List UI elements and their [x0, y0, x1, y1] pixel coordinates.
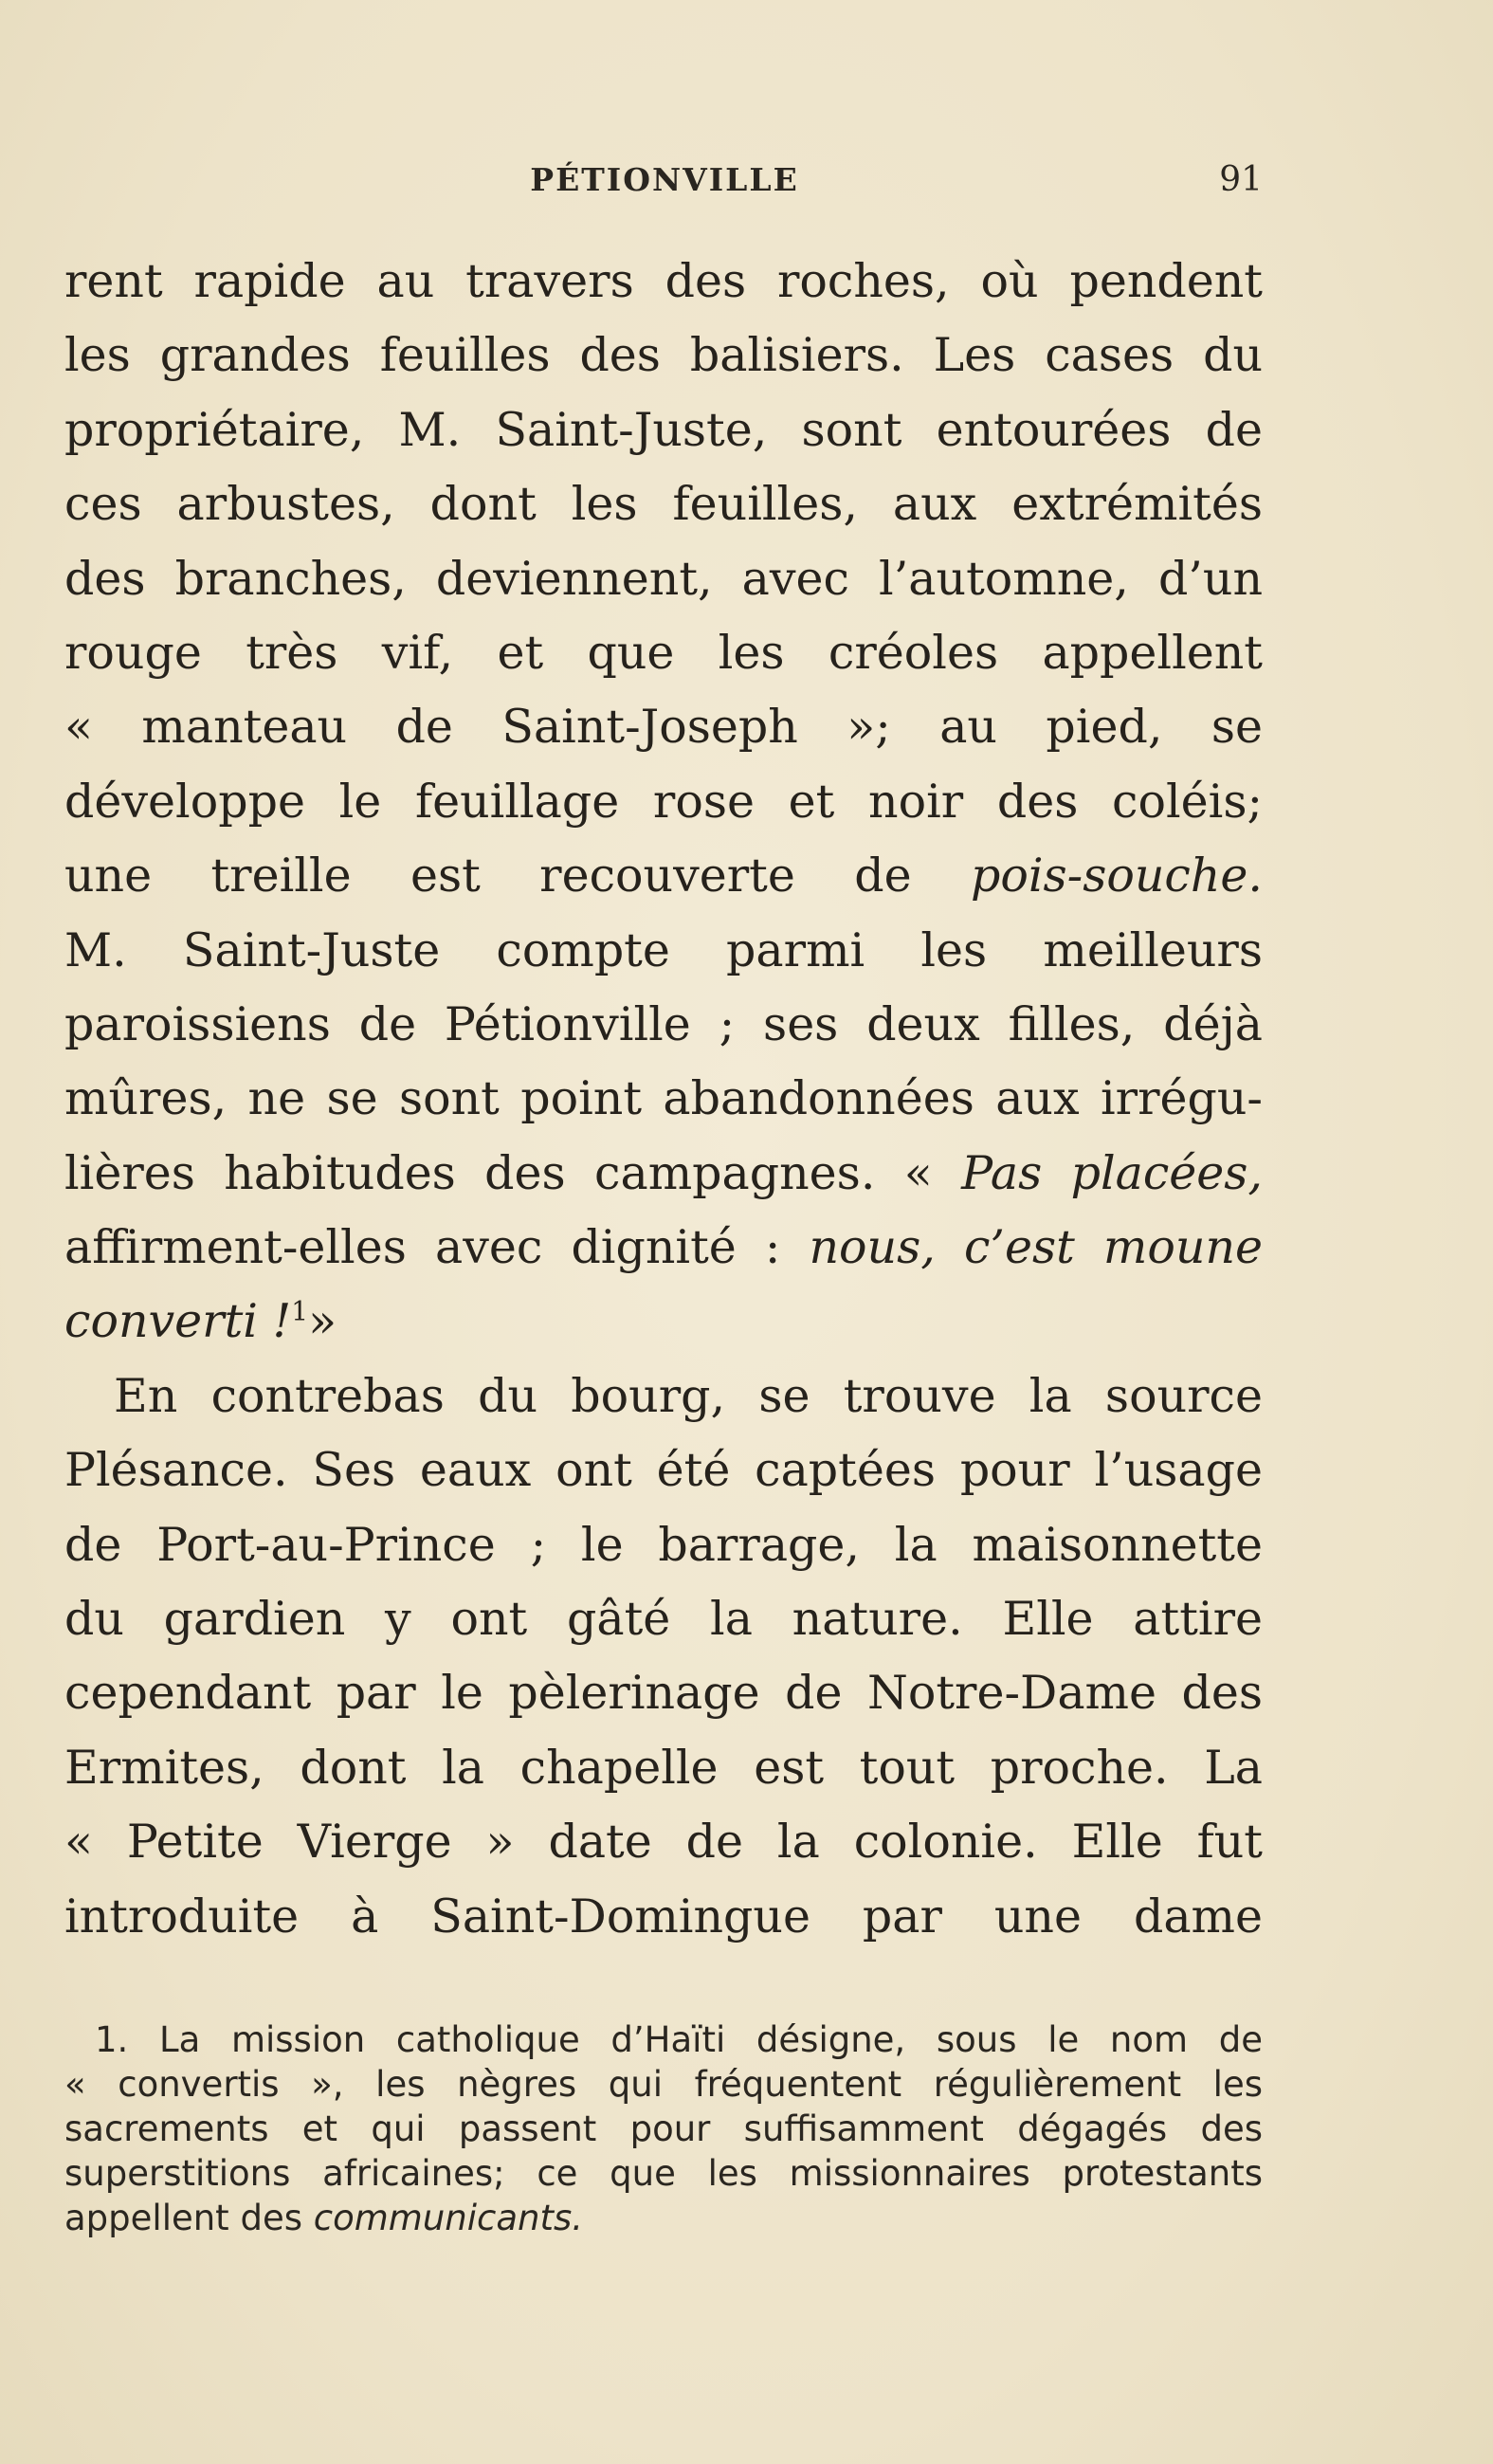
text-line: rent rapide au travers des roches, où pendent: [64, 254, 1263, 308]
text-line: de Port-au-Prince ; le barrage, la maisonnette: [64, 1517, 1263, 1572]
text-line: [64, 839, 1263, 913]
page-header: [66, 156, 1263, 204]
footnote-line: 1. La mission catholique d’Haïti désigne, sous le nom de: [95, 2019, 1263, 2060]
text-segment: lières habitudes des campagnes. «: [64, 1145, 962, 1200]
text-line: paroissiens de Pétionville ; ses deux filles, déjà: [64, 996, 1263, 1051]
footnote-line: superstitions africaines; ce que les missionnaires protestants: [64, 2153, 1263, 2194]
italic-quote: Pas placées,: [961, 1145, 1263, 1200]
text-line: Plésance. Ses eaux ont été captées pour l’usage: [64, 1443, 1263, 1498]
text-segment: »: [308, 1294, 337, 1349]
text-line: cependant par le pèlerinage de Notre-Dame des: [64, 1666, 1263, 1721]
text-line: En contrebas du bourg, se trouve la source: [114, 1368, 1263, 1423]
footnote: [64, 2017, 1263, 2240]
running-title: PÉTIONVILLE: [530, 161, 799, 198]
text-line: « manteau de Saint-Joseph »; au pied, se: [64, 700, 1263, 755]
text-line: mûres, ne se sont point abandonnées aux irrégu-: [64, 1071, 1263, 1126]
text-line: Ermites, dont la chapelle est tout proche. La: [64, 1740, 1263, 1795]
page-number: 91: [1219, 160, 1263, 199]
body-text: [64, 245, 1263, 1954]
text-line: M. Saint-Juste compte parmi les meilleurs: [64, 922, 1263, 977]
text-line: [64, 1285, 1263, 1359]
text-line: les grandes feuilles des balisiers. Les cases du: [64, 328, 1263, 383]
text-line: développe le feuillage rose et noir des coléis;: [64, 774, 1263, 829]
text-line: rouge très vif, et que les créoles appellent: [64, 625, 1263, 680]
text-line: du gardien y ont gâté la nature. Elle attire: [64, 1592, 1263, 1647]
text-line: introduite à Saint-Domingue par une dame: [64, 1889, 1263, 1944]
text-segment: appellent des: [64, 2198, 314, 2238]
italic-quote: converti !: [64, 1294, 292, 1349]
text-line: [64, 1211, 1263, 1285]
text-line: des branches, deviennent, avec l’automne, d’un: [64, 551, 1263, 606]
footnote-line: [64, 2196, 1263, 2240]
text-line: « Petite Vierge » date de la colonie. Elle fut: [64, 1815, 1263, 1870]
italic-term: pois-souche.: [970, 849, 1263, 903]
italic-quote: nous, c’est moune: [809, 1220, 1263, 1275]
footnote-marker[interactable]: 1: [291, 1296, 309, 1328]
footnote-line: « convertis », les nègres qui fréquentent régulièrement les: [64, 2064, 1263, 2105]
text-line: ces arbustes, dont les feuilles, aux extrémités: [64, 477, 1263, 532]
italic-term: communicants.: [313, 2198, 584, 2238]
footnote-line: sacrements et qui passent pour suffisamment dégagés des: [64, 2108, 1263, 2149]
text-line: [64, 1137, 1263, 1211]
text-line: propriétaire, M. Saint-Juste, sont entourées de: [64, 402, 1263, 457]
text-segment: affirment-elles avec dignité :: [64, 1220, 810, 1275]
text-segment: une treille est recouverte de: [64, 849, 971, 903]
